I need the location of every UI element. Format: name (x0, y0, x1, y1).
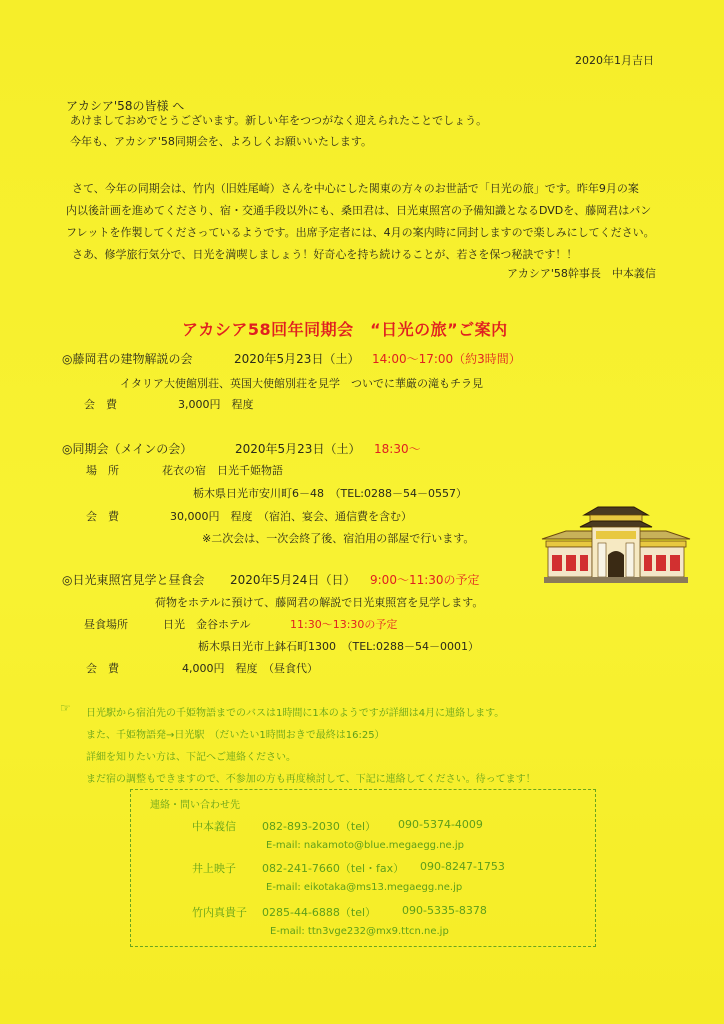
issue-date: 2020年1月吉日 (575, 54, 654, 67)
event-1-fee-label: 会 費 (84, 398, 117, 411)
salutation: アカシア'58の皆様 へ (66, 99, 185, 113)
event-3-heading: ◎日光東照宮見学と昼食会 (62, 573, 205, 587)
event-2-address: 栃木県日光市安川町6－48 （TEL:0288－54－0557） (193, 487, 467, 500)
contact-heading: 連絡・問い合わせ先 (150, 800, 240, 811)
page-title: アカシア58回年同期会 “日光の旅”ご案内 (182, 320, 508, 339)
event-2-place-label: 場 所 (86, 464, 119, 477)
signature: アカシア'58幹事長 中本義信 (507, 267, 656, 280)
event-2-fee-label: 会 費 (86, 510, 119, 523)
event-1-date: 2020年5月23日（土） (234, 352, 360, 366)
note-line-4: まだ宿の調整もできますので、不参加の方も再度検討して、下記に連絡してください。待ってます！ (86, 774, 536, 785)
event-1-description: イタリア大使館別荘、英国大使館別荘を見学 ついでに華厳の滝もチラ見 (120, 377, 483, 390)
contact-2-mobile: 090-8247-1753 (420, 860, 505, 873)
event-2-time: 18:30～ (374, 442, 421, 456)
note-line-3: 詳細を知りたい方は、下記へご連絡ください。 (86, 752, 296, 763)
body-line-4: さあ、修学旅行気分で、日光を満喫しましょう！好奇心を持ち続けることが、若さを保つ秘訣です！！ (72, 248, 578, 261)
event-2-fee: 30,000円 程度 （宿泊、宴会、通信費を含む） (170, 510, 412, 523)
contact-2-name: 井上映子 (192, 862, 236, 875)
event-3-date: 2020年5月24日（日） (230, 573, 356, 587)
event-2-heading: ◎同期会（メインの会） (62, 442, 193, 456)
body-line-2: 内以後計画を進めてくださり、宿・交通手段以外にも、桑田君は、日光東照宮の予備知識となるDVDを、藤岡君はパン (66, 204, 652, 217)
note-line-1: 日光駅から宿泊先の千姫物語までのバスは1時間に1本のようですが詳細は4月に連絡します。 (86, 708, 505, 719)
event-3-time: 9:00～11:30の予定 (370, 573, 480, 587)
event-2-place: 花衣の宿 日光千姫物語 (162, 464, 283, 477)
event-3-fee: 4,000円 程度 （昼食代） (182, 662, 318, 675)
body-line-3: フレットを作製してくださっているようです。出席予定者には、4月の案内時に同封しますので楽しみにしてください。 (66, 226, 655, 239)
contact-3-name: 竹内真貴子 (192, 906, 247, 919)
event-3-address: 栃木県日光市上鉢石町1300 （TEL:0288－54－0001） (198, 640, 479, 653)
event-1-time: 14:00～17:00（約3時間） (372, 352, 521, 366)
event-3-fee-label: 会 費 (86, 662, 119, 675)
event-3-lunch-time: 11:30～13:30の予定 (290, 618, 398, 631)
event-1-heading: ◎藤岡君の建物解説の会 (62, 352, 193, 366)
contact-1-name: 中本義信 (192, 820, 236, 833)
contact-1-phone: 082-893-2030（tel） (262, 820, 377, 833)
contact-3-phone: 0285-44-6888（tel） (262, 906, 377, 919)
contact-1-mobile: 090-5374-4009 (398, 818, 483, 831)
event-3-description: 荷物をホテルに預けて、藤岡君の解説で日光東照宮を見学します。 (155, 596, 484, 609)
pointing-hand-icon: ☞ (60, 701, 71, 715)
contact-2-email: E-mail: eikotaka@ms13.megaegg.ne.jp (266, 882, 463, 893)
event-2-date: 2020年5月23日（土） (235, 442, 361, 456)
greeting-line-2: 今年も、アカシア'58同期会を、よろしくお願いいたします。 (70, 135, 373, 148)
contact-3-mobile: 090-5335-8378 (402, 904, 487, 917)
body-line-1: さて、今年の同期会は、竹内（旧姓尾崎）さんを中心にした関東の方々のお世話で「日光の旅」です。昨年9月の案 (72, 182, 639, 195)
greeting-line-1: あけましておめでとうございます。新しい年をつつがなく迎えられたことでしょう。 (70, 114, 488, 127)
event-3-lunch-label: 昼食場所 (84, 618, 128, 631)
contact-2-phone: 082-241-7660（tel・fax） (262, 862, 405, 875)
event-2-note: ※二次会は、一次会終了後、宿泊用の部屋で行います。 (202, 532, 475, 545)
event-1-fee: 3,000円 程度 (178, 398, 254, 411)
contact-1-email: E-mail: nakamoto@blue.megaegg.ne.jp (266, 840, 464, 851)
event-3-lunch-place: 日光 金谷ホテル (163, 618, 251, 631)
contact-3-email: E-mail: ttn3vge232@mx9.ttcn.ne.jp (270, 926, 449, 937)
temple-gate-illustration (540, 503, 692, 589)
note-line-2: また、千姫物語発→日光駅 （だいたい1時間おきで最終は16:25） (86, 730, 385, 741)
